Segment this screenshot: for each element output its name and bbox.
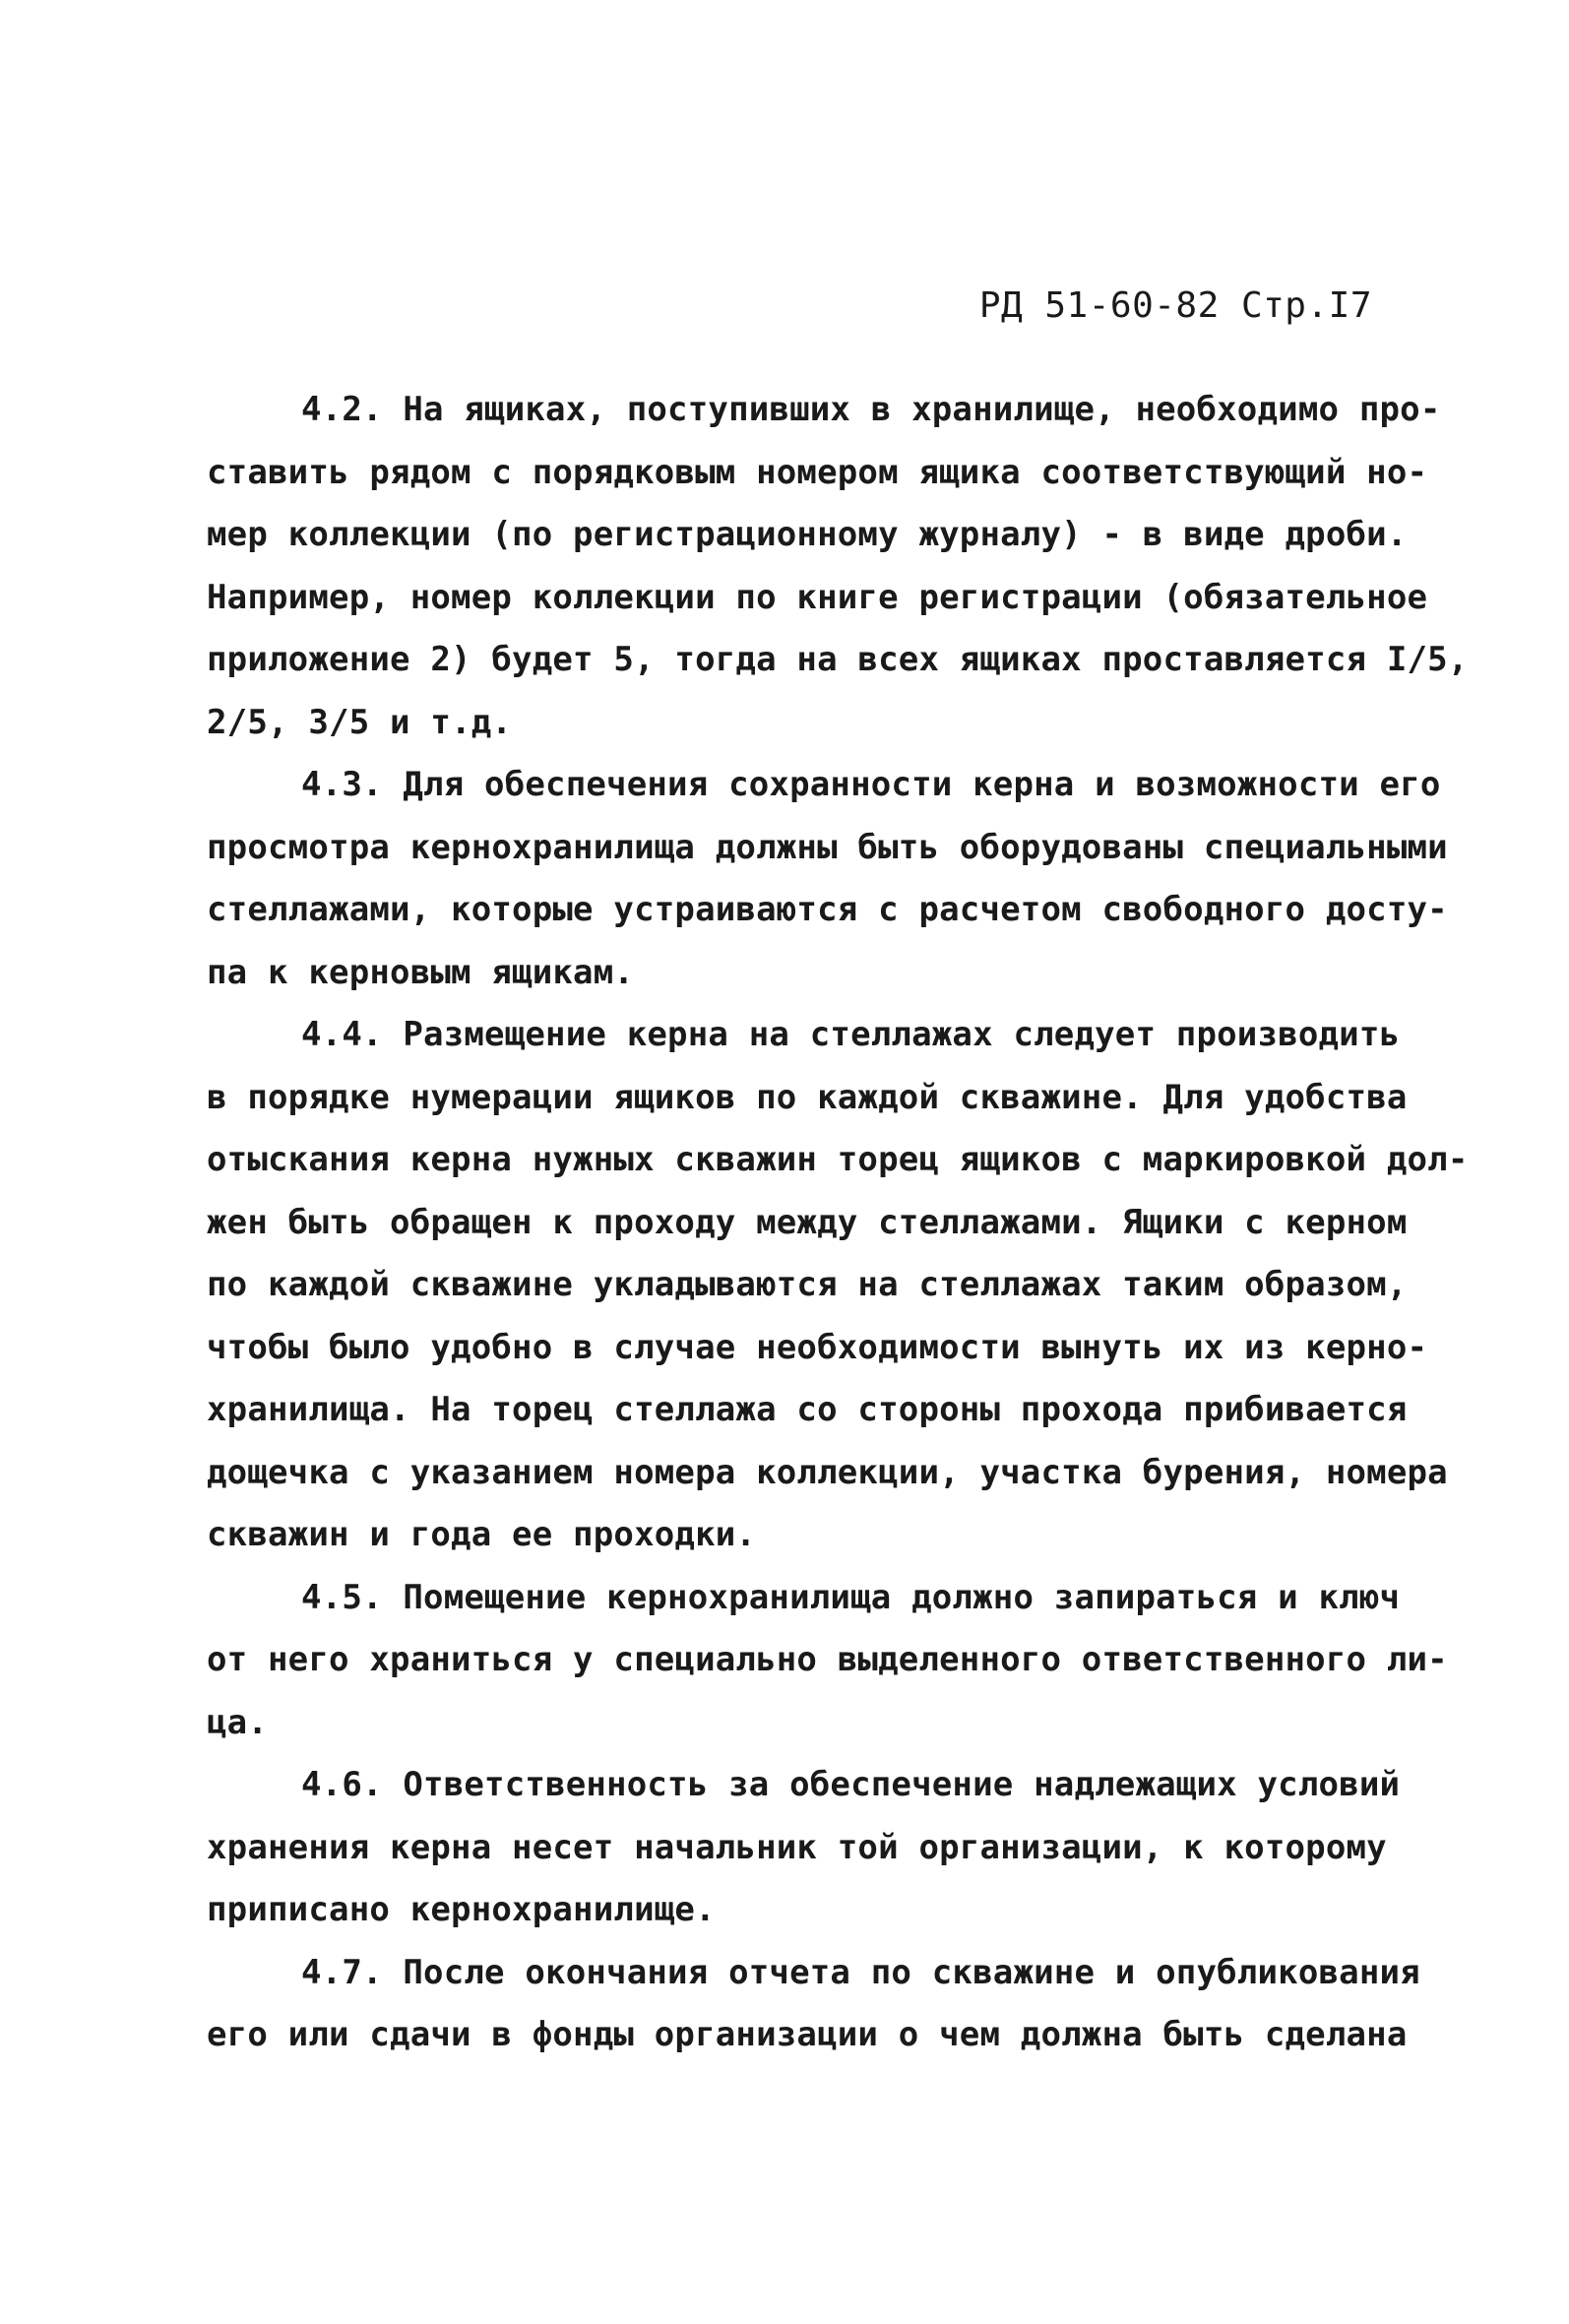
- text-line: стеллажами, которые устраиваются с расчетом свободного досту-: [207, 890, 1448, 929]
- text-line: чтобы было удобно в случае необходимости вынуть их из керно-: [207, 1327, 1428, 1367]
- paragraph-first-line: 4.7. После окончания отчета по скважине и опубликования: [301, 1952, 1420, 1992]
- text-line: дощечка с указанием номера коллекции, участка бурения, номера: [207, 1452, 1448, 1492]
- text-line: по каждой скважине укладываются на стеллажах таким образом,: [207, 1265, 1408, 1304]
- text-line: ца.: [207, 1702, 269, 1742]
- text-line: Например, номер коллекции по книге регистрации (обязательное: [207, 577, 1428, 617]
- document-body: [207, 379, 1469, 2067]
- text-line: приписано кернохранилище.: [207, 1890, 716, 1929]
- paragraph-first-line: 4.6. Ответственность за обеспечение надлежащих условий: [301, 1765, 1401, 1804]
- text-line: его или сдачи в фонды организации о чем должна быть сделана: [207, 2015, 1408, 2054]
- paragraph-first-line: 4.2. На ящиках, поступивших в хранилище, необходимо про-: [301, 390, 1441, 429]
- paragraph-first-line: 4.3. Для обеспечения сохранности керна и возможности его: [301, 765, 1441, 804]
- text-line: в порядке нумерации ящиков по каждой скважине. Для удобства: [207, 1077, 1408, 1117]
- text-line: приложение 2) будет 5, тогда на всех ящиках проставляется I/5,: [207, 640, 1469, 679]
- text-line: жен быть обращен к проходу между стеллажами. Ящики с керном: [207, 1202, 1408, 1242]
- text-line: хранения керна несет начальник той организации, к которому: [207, 1827, 1387, 1867]
- text-line: скважин и года ее проходки.: [207, 1515, 757, 1554]
- paragraph-first-line: 4.5. Помещение кернохранилища должно запираться и ключ: [301, 1577, 1401, 1617]
- text-line: па к керновым ящикам.: [207, 952, 635, 992]
- page-header-reference: РД 51-60-82 Стр.I7: [978, 285, 1372, 326]
- text-line: 2/5, 3/5 и т.д.: [207, 702, 513, 742]
- text-line: хранилища. На торец стеллажа со стороны прохода прибивается: [207, 1390, 1408, 1429]
- text-line: мер коллекции (по регистрационному журналу) - в виде дроби.: [207, 515, 1408, 554]
- text-line: просмотра кернохранилища должны быть оборудованы специальными: [207, 827, 1448, 867]
- text-line: ставить рядом с порядковым номером ящика соответствующий но-: [207, 452, 1428, 492]
- text-line: отыскания керна нужных скважин торец ящиков с маркировкой дол-: [207, 1140, 1469, 1179]
- text-line: от него храниться у специально выделенного ответственного ли-: [207, 1640, 1448, 1679]
- paragraph-first-line: 4.4. Размещение керна на стеллажах следует производить: [301, 1015, 1401, 1054]
